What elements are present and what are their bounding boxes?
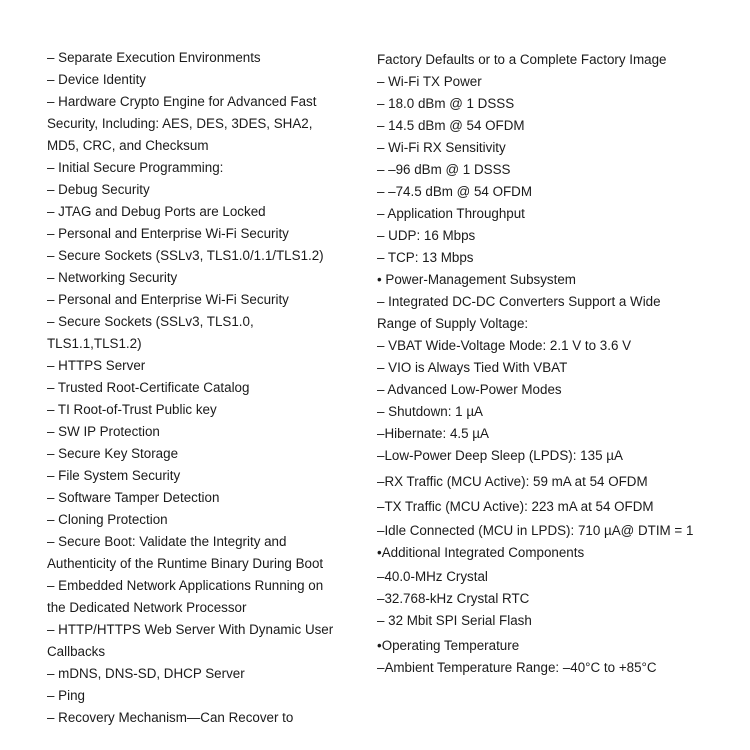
list-item: •Operating Temperature xyxy=(377,638,520,653)
list-item: – Ping xyxy=(47,688,85,703)
list-item: –Ambient Temperature Range: –40°C to +85°C xyxy=(377,660,657,675)
list-item: •Additional Integrated Components xyxy=(377,545,585,560)
list-item: MD5, CRC, and Checksum xyxy=(47,138,209,153)
list-item: • Power-Management Subsystem xyxy=(377,272,576,287)
list-item: – HTTP/HTTPS Web Server With Dynamic User xyxy=(47,622,334,637)
list-item: – Secure Sockets (SSLv3, TLS1.0, xyxy=(47,314,254,329)
list-item: – File System Security xyxy=(47,468,181,483)
list-item: – Personal and Enterprise Wi-Fi Security xyxy=(47,292,289,307)
list-item: – Device Identity xyxy=(47,72,146,87)
list-item: – Trusted Root-Certificate Catalog xyxy=(47,380,250,395)
list-item: Factory Defaults or to a Complete Factory Image xyxy=(377,52,667,67)
list-item: – Software Tamper Detection xyxy=(47,490,220,505)
list-item: – SW IP Protection xyxy=(47,424,160,439)
list-item: – Wi-Fi TX Power xyxy=(377,74,482,89)
list-item: –RX Traffic (MCU Active): 59 mA at 54 OFDM xyxy=(377,474,648,489)
list-item: – Hardware Crypto Engine for Advanced Fast xyxy=(47,94,317,109)
list-item: Range of Supply Voltage: xyxy=(377,316,529,331)
list-item: – UDP: 16 Mbps xyxy=(377,228,476,243)
list-item: – 14.5 dBm @ 54 OFDM xyxy=(377,118,525,133)
list-item: – Secure Sockets (SSLv3, TLS1.0/1.1/TLS1.2) xyxy=(47,248,324,263)
list-item: – mDNS, DNS-SD, DHCP Server xyxy=(47,666,245,681)
list-item: – 32 Mbit SPI Serial Flash xyxy=(377,613,532,628)
list-item: – Application Throughput xyxy=(377,206,525,221)
list-item: – Initial Secure Programming: xyxy=(47,160,224,175)
list-item: – Advanced Low-Power Modes xyxy=(377,382,562,397)
list-item: – Recovery Mechanism—Can Recover to xyxy=(47,710,294,725)
list-item: –TX Traffic (MCU Active): 223 mA at 54 OFDM xyxy=(377,499,654,514)
list-item: –40.0-MHz Crystal xyxy=(377,569,488,584)
list-item: – Embedded Network Applications Running on xyxy=(47,578,324,593)
list-item: TLS1.1,TLS1.2) xyxy=(47,336,142,351)
list-item: – VIO is Always Tied With VBAT xyxy=(377,360,568,375)
list-item: – 18.0 dBm @ 1 DSSS xyxy=(377,96,515,111)
list-item: Security, Including: AES, DES, 3DES, SHA2, xyxy=(47,116,313,131)
list-item: – Personal and Enterprise Wi-Fi Security xyxy=(47,226,289,241)
list-item: Callbacks xyxy=(47,644,106,659)
list-item: – Secure Key Storage xyxy=(47,446,179,461)
list-item: – Wi-Fi RX Sensitivity xyxy=(377,140,506,155)
list-item: – Separate Execution Environments xyxy=(47,50,261,65)
list-item: – JTAG and Debug Ports are Locked xyxy=(47,204,266,219)
list-item: – VBAT Wide-Voltage Mode: 2.1 V to 3.6 V xyxy=(377,338,632,353)
list-item: –Idle Connected (MCU in LPDS): 710 µA@ DTIM = 1 xyxy=(377,523,694,538)
list-item: – TCP: 13 Mbps xyxy=(377,250,474,265)
list-item: – –74.5 dBm @ 54 OFDM xyxy=(377,184,532,199)
list-item: – Networking Security xyxy=(47,270,178,285)
list-item: – Secure Boot: Validate the Integrity and xyxy=(47,534,287,549)
list-item: –Hibernate: 4.5 µA xyxy=(377,426,489,441)
list-item: Authenticity of the Runtime Binary During Boot xyxy=(47,556,324,571)
list-item: – –96 dBm @ 1 DSSS xyxy=(377,162,511,177)
list-item: –32.768-kHz Crystal RTC xyxy=(377,591,530,606)
list-item: – Shutdown: 1 µA xyxy=(377,404,483,419)
list-item: – Integrated DC-DC Converters Support a Wide xyxy=(377,294,661,309)
list-item: – Cloning Protection xyxy=(47,512,168,527)
list-item: – TI Root-of-Trust Public key xyxy=(47,402,217,417)
list-item: – HTTPS Server xyxy=(47,358,146,373)
list-item: –Low-Power Deep Sleep (LPDS): 135 µA xyxy=(377,448,623,463)
list-item: the Dedicated Network Processor xyxy=(47,600,247,615)
list-item: – Debug Security xyxy=(47,182,150,197)
